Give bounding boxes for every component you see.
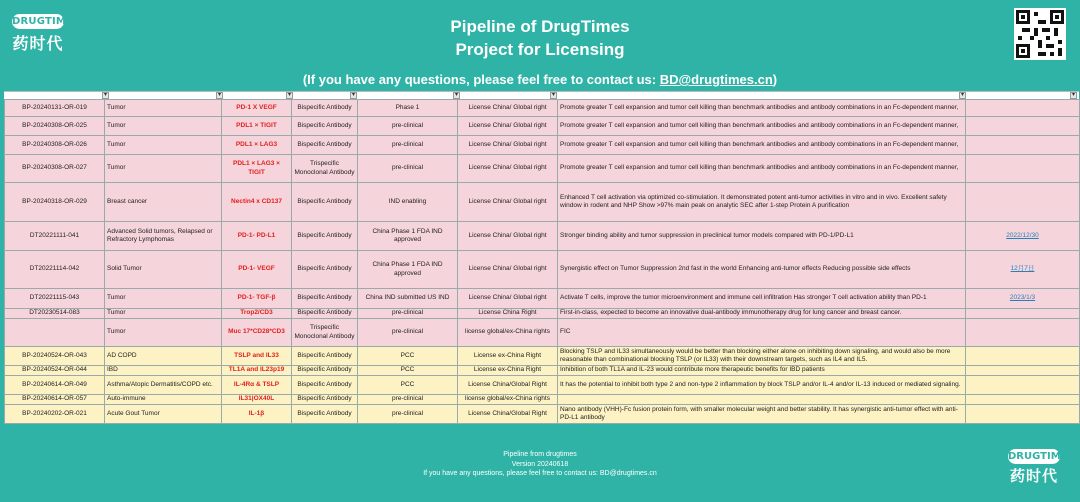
title-line-1: Pipeline of DrugTimes bbox=[450, 17, 630, 36]
table-row bbox=[5, 183, 1080, 222]
cell-type: Bispecific Antibody bbox=[292, 395, 358, 405]
logo-chinese: 药时代 bbox=[12, 34, 64, 53]
cell-date bbox=[966, 405, 1080, 424]
cell-indication: IBD bbox=[105, 366, 222, 376]
cell-description: First-in-class, expected to become an innovative dual-antibody immunotherapy drug for lung cancer and breast cancer. bbox=[558, 309, 966, 319]
cell-id: DT20221111-041 bbox=[5, 222, 105, 251]
cell-type: Bispecific Antibody bbox=[292, 366, 358, 376]
cell-id: DT20221115-043 bbox=[5, 289, 105, 309]
footer-logo bbox=[1008, 449, 1075, 486]
cell-date bbox=[966, 319, 1080, 347]
cell-right: License China Right bbox=[458, 309, 558, 319]
cell-description: Activate T cells, improve the tumor microenvironment and immune cell infiltration Has stronger T cell activation ability than PD-1 bbox=[558, 289, 966, 309]
cell-id: BP-20240308-OR-026 bbox=[5, 136, 105, 155]
pipeline-table bbox=[4, 99, 1080, 424]
cell-phase: pre-clinical bbox=[358, 405, 458, 424]
cell-description: Stronger binding ability and tumor suppression in preclinical tumor models compared with PD-1/PD-L1 bbox=[558, 222, 966, 251]
cell-description: Blocking TSLP and IL33 simultaneously would be better than blocking either alone on inhibiting down signaling, and would also be more reasonable than combinational blocking TSLP (or IL33) with their downstream targets, such as IL4 and IL5. bbox=[558, 347, 966, 366]
cell-phase: China IND submitted US IND bbox=[358, 289, 458, 309]
cell-phase: IND enabling bbox=[358, 183, 458, 222]
cell-type: Bispecific Antibody bbox=[292, 309, 358, 319]
cell-id bbox=[5, 319, 105, 347]
cell-description: Promote greater T cell expansion and tumor cell killing than benchmark antibodies and antibody combinations in an Fc-dependent manner, bbox=[558, 155, 966, 183]
cell-date[interactable]: 2023/1/3 bbox=[966, 289, 1080, 309]
cell-target: Muc 17*CD28*CD3 bbox=[222, 319, 292, 347]
cell-type: Bispecific Antibody bbox=[292, 183, 358, 222]
cell-right: License China/ Global right bbox=[458, 136, 558, 155]
contact-line bbox=[0, 72, 1080, 87]
cell-right: License China/ Global right bbox=[458, 222, 558, 251]
footer-line-2: Version 20240618 bbox=[511, 460, 569, 468]
cell-id: BP-20240524-OR-043 bbox=[5, 347, 105, 366]
cell-date bbox=[966, 100, 1080, 117]
cell-description: Promote greater T cell expansion and tumor cell killing than benchmark antibodies and antibody combinations in an Fc-dependent manner, bbox=[558, 100, 966, 117]
cell-id: BP-20240131-OR-019 bbox=[5, 100, 105, 117]
cell-right: License China/ Global right bbox=[458, 289, 558, 309]
contact-prefix: (If you have any questions, please feel free to contact us: bbox=[302, 72, 660, 87]
cell-indication: Acute Gout Tumor bbox=[105, 405, 222, 424]
cell-right: license global/ex-China rights bbox=[458, 395, 558, 405]
cell-date[interactable]: 2022/12/30 bbox=[966, 222, 1080, 251]
cell-description: Nano antibody (VHH)-Fc fusion protein form, with smaller molecular weight and better stability. It has synergistic anti-tumor effect with anti-PD-L1 antibody bbox=[558, 405, 966, 424]
cell-description: Inhibition of both TL1A and IL-23 would contribute more therapeutic benefits for IBD patients bbox=[558, 366, 966, 376]
footer-logo-chinese: 药时代 bbox=[1009, 467, 1058, 485]
table-row bbox=[5, 366, 1080, 376]
cell-description: FIC bbox=[558, 319, 966, 347]
title-line-2: Project for Licensing bbox=[455, 40, 625, 59]
cell-target: Nectin4 x CD137 bbox=[222, 183, 292, 222]
filter-dropdown[interactable]: ▾ bbox=[287, 92, 291, 98]
cell-type: Bispecific Antibody bbox=[292, 222, 358, 251]
table-row bbox=[5, 309, 1080, 319]
footer-line-3: If you have any questions, please feel free to contact us: BD@drugtimes.cn bbox=[423, 470, 657, 477]
contact-suffix: ) bbox=[772, 72, 778, 87]
filter-dropdown[interactable]: ▾ bbox=[217, 92, 221, 98]
cell-indication: Tumor bbox=[105, 117, 222, 136]
cell-indication: Auto-immune bbox=[105, 395, 222, 405]
table-row bbox=[5, 376, 1080, 395]
filter-dropdown[interactable]: ▾ bbox=[454, 92, 458, 98]
cell-type: Bispecific Antibody bbox=[292, 347, 358, 366]
cell-target: PDL1 × LAG3 × TIGIT bbox=[222, 155, 292, 183]
cell-type: Bispecific Antibody bbox=[292, 136, 358, 155]
cell-phase: PCC bbox=[358, 366, 458, 376]
cell-indication: Tumor bbox=[105, 319, 222, 347]
cell-right: License China/Global Right bbox=[458, 405, 558, 424]
cell-right: License ex-China Right bbox=[458, 366, 558, 376]
table-row bbox=[5, 347, 1080, 366]
cell-description: Promote greater T cell expansion and tumor cell killing than benchmark antibodies and antibody combinations in an Fc-dependent manner, bbox=[558, 117, 966, 136]
cell-target: PD-1 X VEGF bbox=[222, 100, 292, 117]
cell-right: license global/ex-China rights bbox=[458, 319, 558, 347]
cell-id: DT20221114-042 bbox=[5, 251, 105, 289]
table-row bbox=[5, 405, 1080, 424]
cell-right: License China/ Global right bbox=[458, 117, 558, 136]
cell-id: BP-20240614-OR-057 bbox=[5, 395, 105, 405]
cell-target: IL31|OX40L bbox=[222, 395, 292, 405]
cell-indication: Solid Tumor bbox=[105, 251, 222, 289]
cell-id: BP-20240318-OR-029 bbox=[5, 183, 105, 222]
contact-email-link[interactable]: BD@drugtimes.cn bbox=[659, 72, 773, 87]
table-row bbox=[5, 319, 1080, 347]
cell-indication: Tumor bbox=[105, 289, 222, 309]
cell-date bbox=[966, 155, 1080, 183]
cell-id: DT20230514-083 bbox=[5, 309, 105, 319]
cell-id: BP-20240202-OR-021 bbox=[5, 405, 105, 424]
footer-logo-wordmark: DRUGTIMES bbox=[1008, 451, 1075, 462]
cell-indication: Tumor bbox=[105, 100, 222, 117]
cell-description: It has the potential to inhibit both type 2 and non-type 2 inflammation by block TSLP and/or IL-4 and/or IL-13 induced or mediated signaling. bbox=[558, 376, 966, 395]
cell-date bbox=[966, 395, 1080, 405]
cell-phase: pre-clinical bbox=[358, 155, 458, 183]
cell-id: BP-20240308-OR-025 bbox=[5, 117, 105, 136]
cell-phase: PCC bbox=[358, 376, 458, 395]
cell-type: Trispecific Monoclonal Antibody bbox=[292, 155, 358, 183]
cell-indication: Tumor bbox=[105, 136, 222, 155]
cell-phase: pre-clinical bbox=[358, 395, 458, 405]
cell-target: PD-1- PD-L1 bbox=[222, 222, 292, 251]
cell-type: Bispecific Antibody bbox=[292, 251, 358, 289]
table-row bbox=[5, 251, 1080, 289]
cell-type: Bispecific Antibody bbox=[292, 405, 358, 424]
cell-date bbox=[966, 183, 1080, 222]
cell-type: Trispecific Monoclonal Antibody bbox=[292, 319, 358, 347]
cell-id: BP-20240524-OR-044 bbox=[5, 366, 105, 376]
cell-id: BP-20240308-OR-027 bbox=[5, 155, 105, 183]
cell-phase: China Phase 1 FDA IND approved bbox=[358, 222, 458, 251]
cell-indication: Asthma/Atopic Dermatitis/COPD etc. bbox=[105, 376, 222, 395]
cell-description: Synergistic effect on Tumor Suppression 2nd fast in the world Enhancing anti-tumor effects Reducing possible side effects bbox=[558, 251, 966, 289]
cell-target: IL-4Rα & TSLP bbox=[222, 376, 292, 395]
cell-type: Bispecific Antibody bbox=[292, 289, 358, 309]
qr-code bbox=[1014, 8, 1066, 60]
cell-target: PDL1 × LAG3 bbox=[222, 136, 292, 155]
cell-indication: Advanced Solid tumors, Relapsed or Refractory Lymphomas bbox=[105, 222, 222, 251]
cell-target: PDL1 × TIGIT bbox=[222, 117, 292, 136]
cell-phase: China Phase 1 FDA IND approved bbox=[358, 251, 458, 289]
cell-type: Bispecific Antibody bbox=[292, 376, 358, 395]
cell-right: License China/Global Right bbox=[458, 376, 558, 395]
cell-description: Enhanced T cell activation via optimized co-stimulation. It demonstrated potent anti-tumor activities in vitro and in vivo. Excellent safety window in rodent and NHP Show >97% main peak on analytic SEC after 1-step Protein A purification bbox=[558, 183, 966, 222]
cell-target: IL-1β bbox=[222, 405, 292, 424]
footer bbox=[0, 450, 1080, 479]
cell-phase: Phase 1 bbox=[358, 100, 458, 117]
cell-date bbox=[966, 309, 1080, 319]
cell-right: License ex-China Right bbox=[458, 347, 558, 366]
cell-target: PD-1- VEGF bbox=[222, 251, 292, 289]
table-row bbox=[5, 136, 1080, 155]
cell-phase: pre-clinical bbox=[358, 319, 458, 347]
cell-indication: Tumor bbox=[105, 155, 222, 183]
table-row bbox=[5, 117, 1080, 136]
footer-line-1: Pipeline from drugtimes bbox=[503, 451, 577, 458]
cell-phase: PCC bbox=[358, 347, 458, 366]
table-row bbox=[5, 155, 1080, 183]
cell-indication: AD COPD bbox=[105, 347, 222, 366]
cell-target: TL1A and IL23p19 bbox=[222, 366, 292, 376]
filter-dropdown[interactable]: ▾ bbox=[103, 92, 107, 98]
table-row bbox=[5, 222, 1080, 251]
filter-dropdown[interactable]: ▾ bbox=[551, 92, 555, 98]
cell-date bbox=[966, 136, 1080, 155]
cell-right: License China/ Global right bbox=[458, 183, 558, 222]
cell-indication: Breast cancer bbox=[105, 183, 222, 222]
cell-right: License China/ Global right bbox=[458, 155, 558, 183]
table-row bbox=[5, 100, 1080, 117]
cell-date[interactable]: 12月7日 bbox=[966, 251, 1080, 289]
cell-target: Trop2/CD3 bbox=[222, 309, 292, 319]
table-row bbox=[5, 395, 1080, 405]
cell-date bbox=[966, 117, 1080, 136]
page-title bbox=[0, 15, 1080, 61]
filter-dropdown[interactable]: ▾ bbox=[960, 92, 964, 98]
cell-target: PD-1- TGF-β bbox=[222, 289, 292, 309]
cell-phase: pre-clinical bbox=[358, 136, 458, 155]
filter-dropdown[interactable]: ▾ bbox=[1071, 92, 1075, 98]
cell-date bbox=[966, 347, 1080, 366]
cell-indication: Tumor bbox=[105, 309, 222, 319]
cell-type: Bispecific Antibody bbox=[292, 100, 358, 117]
filter-dropdown[interactable]: ▾ bbox=[351, 92, 355, 98]
cell-phase: pre-clinical bbox=[358, 309, 458, 319]
cell-phase: pre-clinical bbox=[358, 117, 458, 136]
cell-description: Promote greater T cell expansion and tumor cell killing than benchmark antibodies and antibody combinations in an Fc-dependent manner, bbox=[558, 136, 966, 155]
cell-date bbox=[966, 366, 1080, 376]
logo-wordmark: DRUGTIMES bbox=[12, 16, 81, 27]
cell-target: TSLP and IL33 bbox=[222, 347, 292, 366]
table-row bbox=[5, 289, 1080, 309]
cell-right: License China/ Global right bbox=[458, 251, 558, 289]
cell-id: BP-20240614-OR-049 bbox=[5, 376, 105, 395]
cell-description bbox=[558, 395, 966, 405]
cell-type: Bispecific Antibody bbox=[292, 117, 358, 136]
cell-date bbox=[966, 376, 1080, 395]
cell-right: License China/ Global right bbox=[458, 100, 558, 117]
